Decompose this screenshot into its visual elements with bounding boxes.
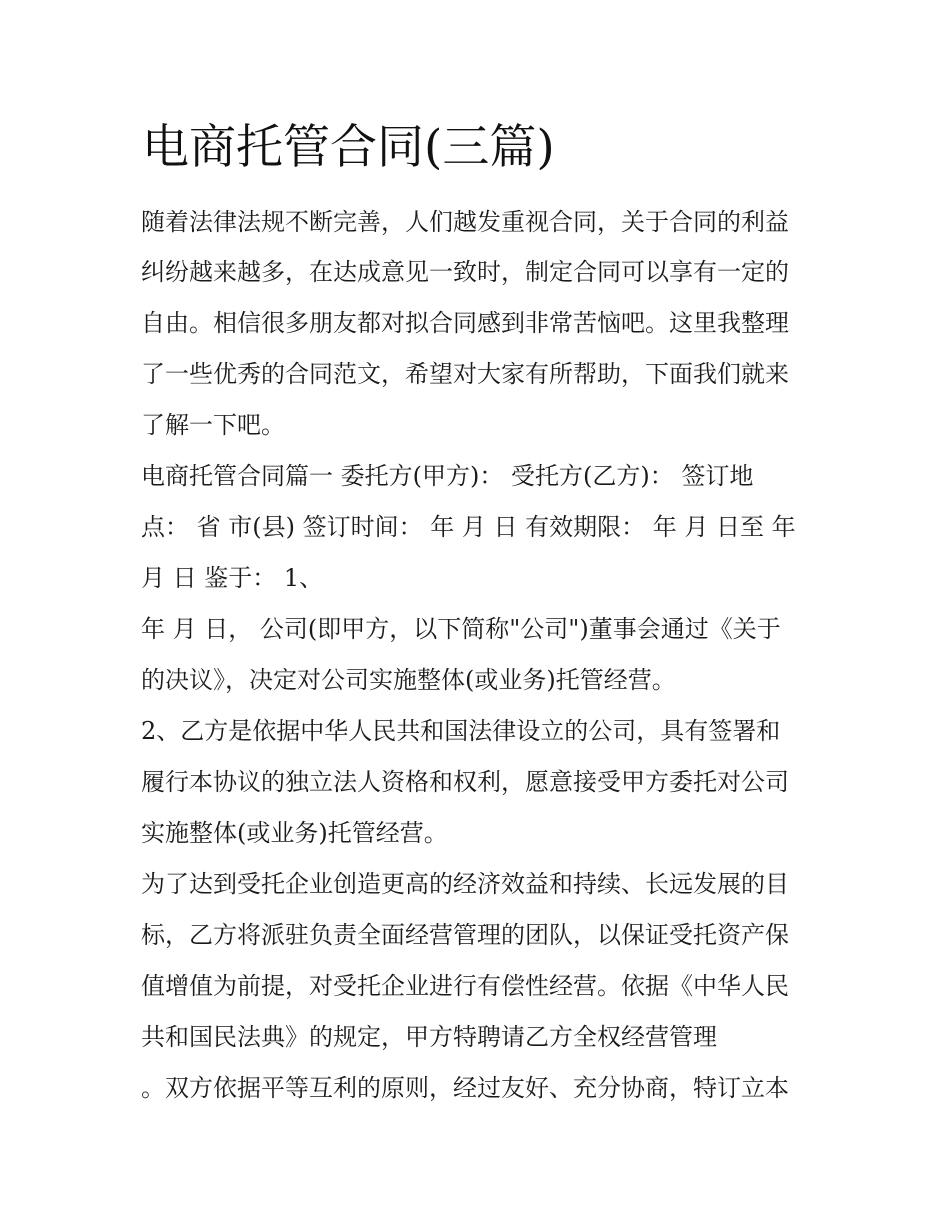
paragraph-line: 值增值为前提，对受托企业进行有偿性经营。依据《中华人民 xyxy=(141,972,789,1000)
paragraph-line: 了一些优秀的合同范文，希望对大家有所帮助，下面我们就来 xyxy=(141,360,789,388)
paragraph-line: 年 月 日， 公司(即甲方，以下简称"公司")董事会通过《关于 xyxy=(141,615,781,643)
paragraph-line: 共和国民法典》的规定，甲方特聘请乙方全权经营管理 xyxy=(141,1023,717,1051)
paragraph-line: 电商托管合同篇一 委托方(甲方)： 受托方(乙方)： 签订地 xyxy=(141,462,754,490)
paragraph-line: 月 日 鉴于： 1、 xyxy=(141,564,324,592)
paragraph-line: 纠纷越来越多，在达成意见一致时，制定合同可以享有一定的 xyxy=(141,258,789,286)
paragraph-line: 自由。相信很多朋友都对拟合同感到非常苦恼吧。这里我整理 xyxy=(141,309,789,337)
paragraph-line: 2、乙方是依据中华人民共和国法律设立的公司，具有签署和 xyxy=(141,717,781,745)
paragraph-line: 了解一下吧。 xyxy=(141,411,285,439)
paragraph-line: 。双方依据平等互利的原则，经过友好、充分协商，特订立本 xyxy=(141,1074,789,1102)
paragraph-line: 点： 省 市(县) 签订时间： 年 月 日 有效期限： 年 月 日至 年 xyxy=(141,513,796,541)
paragraph-line: 标，乙方将派驻负责全面经营管理的团队，以保证受托资产保 xyxy=(141,921,789,949)
paragraph-line: 为了达到受托企业创造更高的经济效益和持续、长远发展的目 xyxy=(141,870,789,898)
paragraph-line: 履行本协议的独立法人资格和权利，愿意接受甲方委托对公司 xyxy=(141,768,789,796)
paragraph-line: 随着法律法规不断完善，人们越发重视合同，关于合同的利益 xyxy=(141,208,789,236)
document-title: 电商托管合同(三篇) xyxy=(142,120,555,175)
paragraph-line: 的决议》，决定对公司实施整体(或业务)托管经营。 xyxy=(141,666,676,694)
paragraph-line: 实施整体(或业务)托管经营。 xyxy=(141,819,448,847)
